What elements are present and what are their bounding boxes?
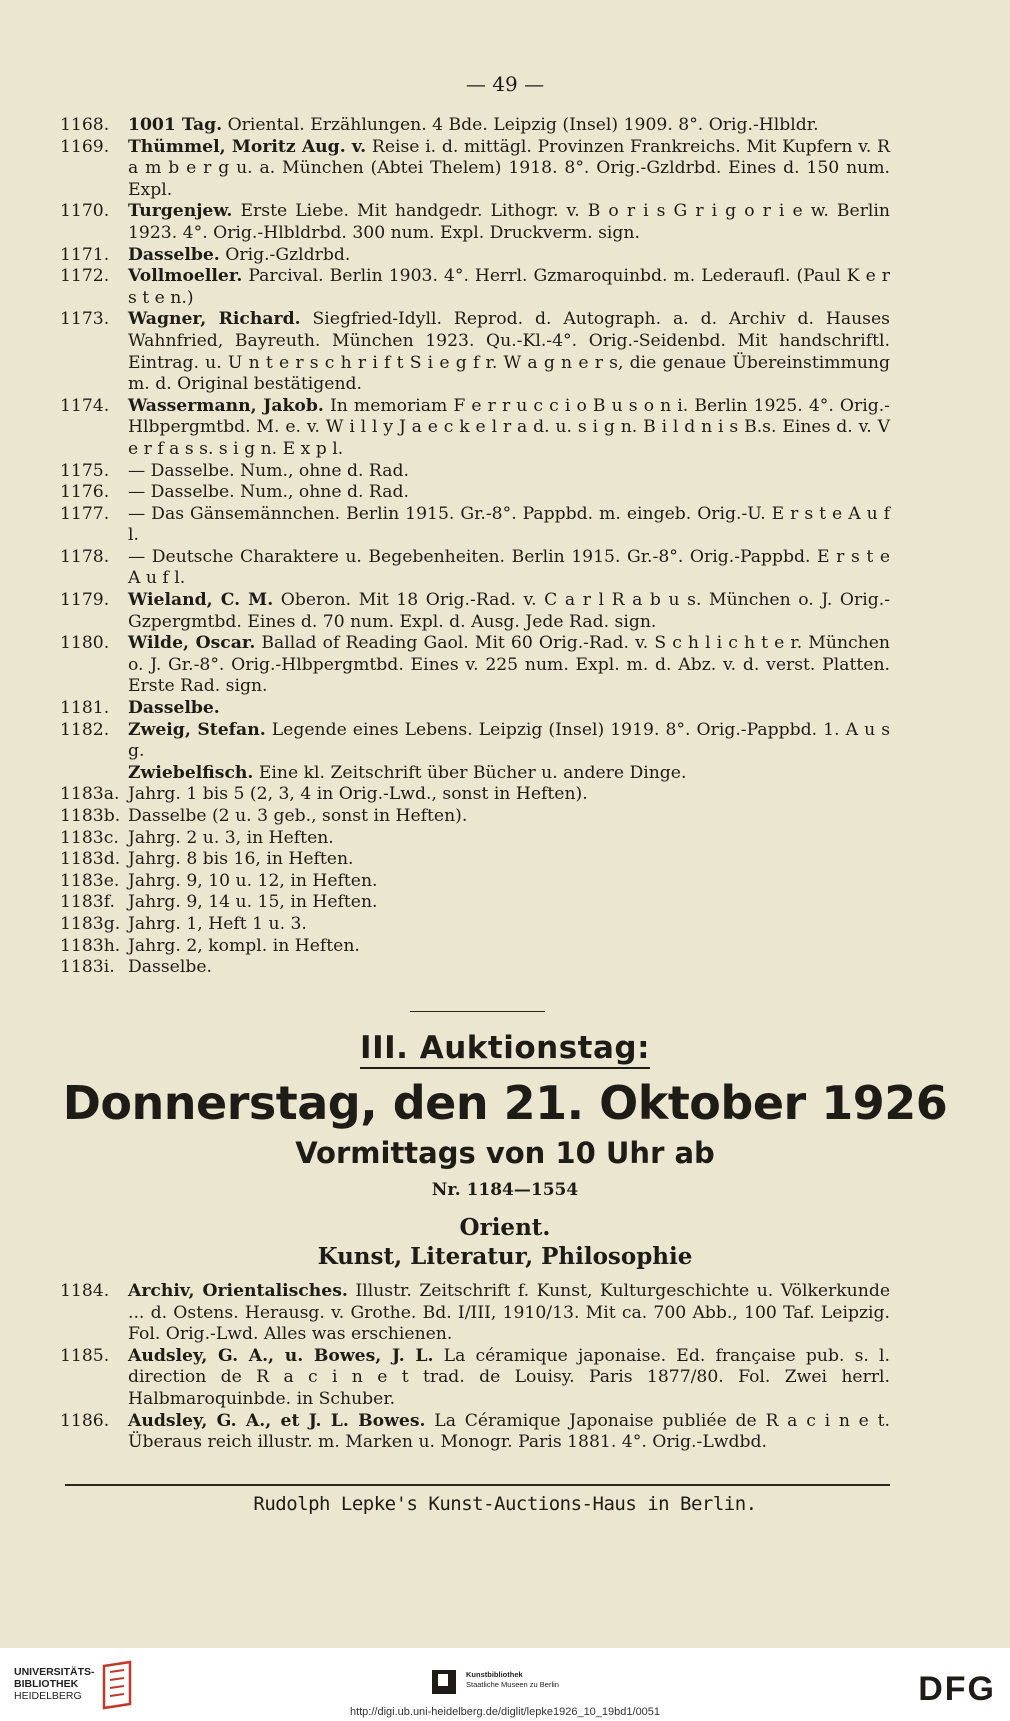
entry-description: Siegfried-Idyll. Reprod. d. Autograph. a. d. Archiv d. Hauses Wahnfried, Bayreuth. München 1923. Qu.-Kl.-4°. Orig.-Seidenbd. Mit handschriftl. Eintrag. u. U n t e r s c h r i f t S i e g f r. W a g n e r s, die genaue Übereinstimmung m. d. Original bestätigend. [128,309,890,395]
entry-author: Archiv, Orientalisches. [128,1281,348,1301]
entry-description: Jahrg. 2, kompl. in Heften. [128,935,360,956]
catalog-entry [60,590,890,633]
catalog-entry [60,914,890,936]
entry-text [128,698,890,720]
entry-text [128,461,890,483]
lot-number: 1185. [60,1345,110,1366]
entry-text [128,1346,890,1411]
separator-line [410,1011,545,1012]
entry-text [128,720,890,763]
entry-author: Audsley, G. A., u. Bowes, J. L. [128,1345,434,1366]
lot-number: 1174. [60,395,110,416]
catalog-entry [60,1411,890,1454]
catalog-entry [60,784,890,806]
publisher-footer: Rudolph Lepke's Kunst-Auctions-Haus in Berlin. [253,1493,757,1515]
entry-author: Wilde, Oscar. [128,633,256,654]
entry-text [128,504,890,547]
entry-description: La céramique japonaise. Ed. française pub. s. l. direction de R a c i n e t trad. de Louisy. Paris 1877/80. Fol. Zwei herrl. Halbmaroquinbde. in Schuber. [128,1345,891,1409]
entry-description: Erste Liebe. Mit handgedr. Lithogr. v. B o r i s G r i g o r i e w. Berlin 1923. 4°. Orig.-Hlbldrbd. 300 num. Expl. Druckverm. sign. [128,201,890,243]
entry-text [128,957,890,979]
entry-description: Dasselbe. [128,957,212,978]
entry-text [128,245,890,267]
catalog-entry [60,1346,890,1411]
entry-description: Jahrg. 2 u. 3, in Heften. [128,827,334,848]
entry-list-2 [60,1281,890,1454]
entry-description: Dasselbe (2 u. 3 geb., sonst in Heften). [128,806,468,826]
entry-description: Parcival. Berlin 1903. 4°. Herrl. Gzmaroquinbd. m. Lederaufl. (Paul K e r s t e n.) [128,266,891,308]
entry-text [128,633,890,698]
lot-number: 1183h. [60,935,121,956]
catalog-entry [60,461,890,483]
catalog-entry [60,1281,890,1346]
entry-text [128,482,890,504]
lot-number: 1186. [60,1410,110,1431]
entry-text [128,828,890,850]
entry-description: Illustr. Zeitschrift f. Kunst, Kulturgeschichte u. Völkerkunde ... d. Ostens. Herausg. v. Grothe. Bd. I/III, 1910/13. Mit ca. 700 Abb., 100 Taf. Leipzig. Fol. Orig.-Lwd. Alles was erschienen. [128,1281,890,1345]
lot-number: 1172. [60,266,110,287]
entry-description: Jahrg. 9, 14 u. 15, in Heften. [128,892,378,913]
entry-text [128,849,890,871]
lot-number: 1178. [60,546,110,567]
entry-text [128,806,890,828]
entry-author: Zwiebelfisch. [128,762,254,783]
source-url[interactable]: http://digi.ub.uni-heidelberg.de/diglit/lepke1926_10_19bd1/0051 [349,1706,661,1718]
section-title: Orient. [459,1214,551,1241]
lot-number: 1184. [60,1281,110,1301]
catalog-entry [60,849,890,871]
entry-description: — Das Gänsemännchen. Berlin 1915. Gr.-8°. Pappbd. m. eingeb. Orig.-U. E r s t e A u f l. [128,503,890,546]
catalog-entry [60,115,890,137]
entry-description: — Dasselbe. Num., ohne d. Rad. [128,482,409,503]
entry-description: Oberon. Mit 18 Orig.-Rad. v. C a r l R a b u s. München o. J. Orig.-Gzpergmtbd. Eines d. 70 num. Expl. d. Ausg. Jede Rad. sign. [128,590,890,632]
lot-number: 1170. [60,201,110,222]
catalog-entry [60,396,890,461]
entry-text [128,936,890,958]
catalog-entry [60,266,890,309]
entry-description: In memoriam F e r r u c c i o B u s o n i. Berlin 1925. 4°. Orig.-Hlbpergmtbd. M. e. v. W i l l y J a e c k e l r a d. u. s i g n. B i l d n i s B.s. Eines d. v. V e r f a s s. s i g n. E x p l. [128,395,890,459]
lot-number: 1183i. [60,957,115,978]
entry-text [128,1411,890,1454]
catalog-entry [60,245,890,267]
catalog-entry [60,806,890,828]
lot-range: Nr. 1184—1554 [431,1180,579,1200]
entry-text [128,871,890,893]
entry-author: Wassermann, Jakob. [128,395,324,416]
dfg-logo: DFG [918,1670,996,1708]
kunstbibliothek-label: Kunstbibliothek Staatliche Museen zu Berlin [466,1670,559,1689]
entry-description: Oriental. Erzählungen. 4 Bde. Leipzig (Insel) 1909. 8°. Orig.-Hlbldr. [227,115,819,135]
lot-number: 1182. [60,719,110,740]
ub-heidelberg-logo-icon [100,1660,136,1710]
entry-description: — Dasselbe. Num., ohne d. Rad. [128,460,409,481]
entry-text [128,115,890,137]
entry-text [128,892,890,914]
entry-author: Thümmel, Moritz Aug. v. [128,136,367,157]
entry-description: Orig.-Gzldrbd. [225,244,351,265]
catalog-entry [60,871,890,893]
entry-description: Reise i. d. mittägl. Provinzen Frankreichs. Mit Kupfern v. R a m b e r g u. a. München (Abtei Thelem) 1918. 8°. Orig.-Gzldrbd. Eines d. 150 num. Expl. [128,136,890,200]
subsection-title: Kunst, Literatur, Philosophie [317,1243,693,1270]
footer-rule [65,1484,890,1486]
catalog-entry [60,309,890,395]
catalog-entry [60,201,890,244]
entry-text [128,784,890,806]
lot-number: 1183g. [60,913,121,934]
entry-description: — Deutsche Charaktere u. Begebenheiten. Berlin 1915. Gr.-8°. Orig.-Pappbd. E r s t e A u f l. [128,546,890,589]
entry-description: Jahrg. 1, Heft 1 u. 3. [128,913,307,934]
lot-number: 1180. [60,633,110,654]
entry-text [128,201,890,244]
catalog-entry [60,137,890,202]
entry-author: Zweig, Stefan. [128,719,266,740]
digitization-bar [0,1648,1010,1721]
auction-day-heading: III. Auktionstag: [0,1030,1010,1066]
lot-number: 1179. [60,590,110,611]
lot-number: 1171. [60,244,110,265]
entry-author: Vollmoeller. [128,266,243,287]
catalog-entry [60,936,890,958]
lot-number: 1183c. [60,827,119,848]
entry-text [128,137,890,202]
entry-description: Eine kl. Zeitschrift über Bücher u. andere Dinge. [258,762,687,783]
entry-author: Dasselbe. [128,244,220,265]
entry-description: Jahrg. 1 bis 5 (2, 3, 4 in Orig.-Lwd., sonst in Heften). [128,784,588,805]
entry-text [128,914,890,936]
page-number: — 49 — [465,72,545,96]
catalog-entry [60,504,890,547]
entry-description: La Céramique Japonaise publiée de R a c i n e t. Überaus reich illustr. m. Marken u. Monogr. Paris 1881. 4°. Orig.-Lwdbd. [128,1410,890,1453]
auction-date: Donnerstag, den 21. Oktober 1926 [62,1076,948,1130]
lot-number: 1176. [60,482,110,503]
lot-number: 1169. [60,136,110,157]
entry-text [128,396,890,461]
entry-description: Jahrg. 9, 10 u. 12, in Heften. [128,870,378,891]
lot-number: 1183b. [60,806,121,826]
entry-description: Jahrg. 8 bis 16, in Heften. [128,849,354,870]
lot-number: 1177. [60,503,110,524]
entry-author: 1001 Tag. [128,115,223,135]
catalog-entry [60,957,890,979]
entry-text [128,590,890,633]
auction-time: Vormittags von 10 Uhr ab [295,1136,715,1170]
lot-number: 1183f. [60,892,115,913]
catalog-entry [60,482,890,504]
entry-text [128,547,890,590]
lot-number: 1183d. [60,849,121,870]
entry-text [128,266,890,309]
entry-author: Audsley, G. A., et J. L. Bowes. [128,1410,426,1431]
ub-heidelberg-label: UNIVERSITÄTS- BIBLIOTHEK HEIDELBERG [14,1666,95,1702]
kunstbibliothek-block [430,1668,600,1698]
catalog-entry [60,633,890,698]
entry-list [60,115,890,979]
entry-description: Ballad of Reading Gaol. Mit 60 Orig.-Rad. v. S c h l i c h t e r. München o. J. Gr.-8°. Orig.-Hlbpergmtbd. Eines v. 225 num. Expl. m. d. Abz. v. d. verst. Platten. Erste Rad. sign. [128,633,890,697]
catalog-entry [60,828,890,850]
lot-number [60,763,128,785]
catalog-entry [60,698,890,720]
kunstbibliothek-logo-icon [430,1668,458,1696]
lot-number: 1168. [60,115,110,135]
entry-text [128,763,890,785]
lot-number: 1183e. [60,870,120,891]
entry-description: Legende eines Lebens. Leipzig (Insel) 1919. 8°. Orig.-Pappbd. 1. A u s g. [128,719,891,762]
entry-author: Wieland, C. M. [128,590,274,611]
lot-number: 1183a. [60,784,120,805]
entry-author: Wagner, Richard. [128,309,301,330]
lot-number: 1175. [60,460,110,481]
catalog-entry [60,720,890,763]
lot-number: 1181. [60,698,110,719]
entry-author: Turgenjew. [128,201,233,222]
lot-number: 1173. [60,309,110,330]
catalog-entry [60,763,890,785]
entry-text [128,1281,890,1346]
entry-author: Dasselbe. [128,698,220,719]
entry-text [128,309,890,395]
catalog-entry [60,547,890,590]
catalog-entry [60,892,890,914]
